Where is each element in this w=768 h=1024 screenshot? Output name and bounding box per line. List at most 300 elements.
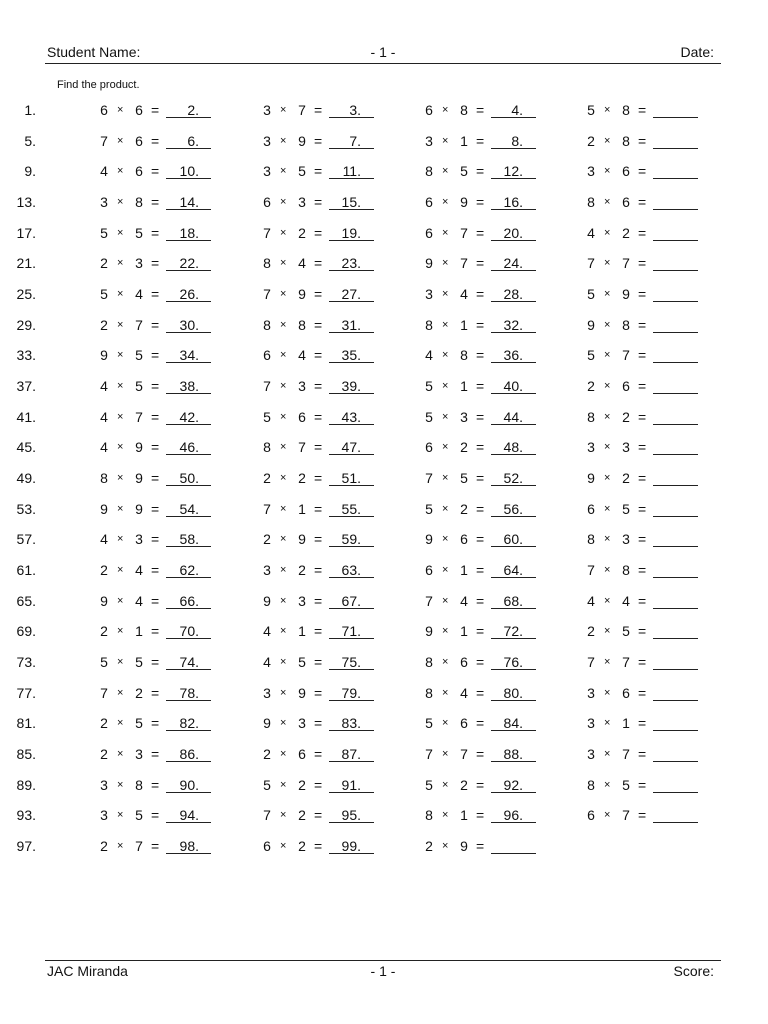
times-sign: × xyxy=(604,288,611,301)
factor-b: 6 xyxy=(622,163,630,180)
factor-b: 1 xyxy=(298,623,306,640)
equals-sign: = xyxy=(151,439,160,456)
factor-a: 3 xyxy=(425,286,433,303)
problem-number: 47. xyxy=(341,439,361,456)
factor-a: 8 xyxy=(263,316,271,333)
factor-a: 6 xyxy=(587,500,595,517)
equals-sign: = xyxy=(314,408,323,425)
answer-blank[interactable] xyxy=(653,546,698,547)
equals-sign: = xyxy=(151,163,160,180)
answer-blank[interactable] xyxy=(653,792,698,793)
factor-b: 6 xyxy=(460,654,468,671)
answer-blank[interactable] xyxy=(653,608,698,609)
factor-a: 9 xyxy=(263,592,271,609)
factor-b: 7 xyxy=(135,316,143,333)
problem-number: 8. xyxy=(511,132,523,149)
answer-blank[interactable] xyxy=(653,485,698,486)
equals-sign: = xyxy=(476,408,485,425)
problem-number: 1. xyxy=(24,102,36,118)
factor-a: 7 xyxy=(263,224,271,241)
factor-b: 9 xyxy=(135,500,143,517)
problem-number: 65. xyxy=(16,592,36,609)
times-sign: × xyxy=(442,594,449,607)
problem-number: 43. xyxy=(341,408,361,425)
equals-sign: = xyxy=(151,408,160,425)
factor-b: 9 xyxy=(460,838,468,855)
factor-b: 5 xyxy=(460,163,468,180)
problem-number: 78. xyxy=(179,684,199,701)
equals-sign: = xyxy=(638,255,647,272)
equals-sign: = xyxy=(151,715,160,732)
answer-blank[interactable] xyxy=(653,638,698,639)
equals-sign: = xyxy=(476,807,485,824)
equals-sign: = xyxy=(638,194,647,210)
factor-a: 2 xyxy=(100,562,108,579)
answer-blank[interactable] xyxy=(653,730,698,731)
answer-blank[interactable] xyxy=(653,424,698,425)
factor-b: 1 xyxy=(135,623,143,640)
factor-b: 2 xyxy=(298,470,306,487)
times-sign: × xyxy=(280,717,287,730)
problem-number: 21. xyxy=(16,255,36,272)
equals-sign: = xyxy=(314,838,323,855)
factor-a: 6 xyxy=(425,224,433,241)
factor-a: 5 xyxy=(587,347,595,364)
problem-number: 9. xyxy=(24,163,36,180)
problem-number: 14. xyxy=(179,194,199,210)
factor-a: 4 xyxy=(100,163,108,180)
factor-b: 9 xyxy=(298,531,306,548)
times-sign: × xyxy=(280,594,287,607)
problem-number: 7. xyxy=(349,132,361,149)
factor-a: 7 xyxy=(587,562,595,579)
problem-number: 76. xyxy=(503,654,523,671)
problem-number: 72. xyxy=(503,623,523,640)
answer-blank[interactable] xyxy=(653,332,698,333)
factor-b: 3 xyxy=(298,378,306,395)
factor-b: 7 xyxy=(622,654,630,671)
factor-a: 2 xyxy=(263,470,271,487)
factor-a: 8 xyxy=(587,776,595,793)
factor-b: 7 xyxy=(622,746,630,763)
factor-b: 1 xyxy=(460,562,468,579)
factor-a: 7 xyxy=(587,654,595,671)
factor-b: 9 xyxy=(298,286,306,303)
factor-a: 8 xyxy=(263,255,271,272)
factor-a: 8 xyxy=(100,470,108,487)
equals-sign: = xyxy=(151,623,160,640)
problem-number: 71. xyxy=(341,623,361,640)
factor-b: 5 xyxy=(622,776,630,793)
factor-b: 6 xyxy=(135,132,143,149)
times-sign: × xyxy=(117,410,124,423)
equals-sign: = xyxy=(151,654,160,671)
factor-a: 7 xyxy=(263,286,271,303)
factor-b: 8 xyxy=(622,102,630,118)
factor-a: 9 xyxy=(100,500,108,517)
times-sign: × xyxy=(117,196,124,208)
equals-sign: = xyxy=(638,408,647,425)
factor-b: 3 xyxy=(135,531,143,548)
factor-a: 6 xyxy=(425,102,433,118)
factor-a: 4 xyxy=(100,408,108,425)
factor-a: 3 xyxy=(263,102,271,118)
equals-sign: = xyxy=(151,531,160,548)
equals-sign: = xyxy=(638,715,647,732)
answer-blank[interactable] xyxy=(653,209,698,210)
times-sign: × xyxy=(442,380,449,393)
problem-number: 55. xyxy=(341,500,361,517)
factor-a: 4 xyxy=(263,654,271,671)
equals-sign: = xyxy=(638,347,647,364)
factor-a: 9 xyxy=(100,592,108,609)
times-sign: × xyxy=(442,349,449,362)
factor-a: 3 xyxy=(587,684,595,701)
factor-b: 2 xyxy=(460,500,468,517)
problem-number: 85. xyxy=(16,746,36,763)
factor-a: 5 xyxy=(425,408,433,425)
factor-b: 6 xyxy=(622,684,630,701)
answer-blank[interactable] xyxy=(653,454,698,455)
answer-blank[interactable] xyxy=(653,669,698,670)
problem-number: 49. xyxy=(16,470,36,487)
answer-blank[interactable] xyxy=(653,393,698,394)
factor-b: 3 xyxy=(298,194,306,210)
equals-sign: = xyxy=(476,439,485,456)
factor-b: 5 xyxy=(298,163,306,180)
times-sign: × xyxy=(280,502,287,515)
factor-a: 7 xyxy=(425,592,433,609)
problem-number: 13. xyxy=(16,194,36,210)
problem-number: 66. xyxy=(179,592,199,609)
factor-a: 8 xyxy=(587,531,595,548)
times-sign: × xyxy=(442,257,449,270)
factor-a: 8 xyxy=(587,408,595,425)
times-sign: × xyxy=(604,686,611,699)
times-sign: × xyxy=(442,656,449,669)
times-sign: × xyxy=(604,257,611,270)
factor-b: 8 xyxy=(622,562,630,579)
equals-sign: = xyxy=(476,623,485,640)
equals-sign: = xyxy=(151,347,160,364)
problem-number: 80. xyxy=(503,684,523,701)
times-sign: × xyxy=(442,288,449,301)
factor-b: 8 xyxy=(460,347,468,364)
problem-number: 97. xyxy=(16,838,36,855)
problem-number: 33. xyxy=(16,347,36,364)
times-sign: × xyxy=(280,472,287,485)
answer-blank[interactable] xyxy=(653,178,698,179)
equals-sign: = xyxy=(151,194,160,210)
equals-sign: = xyxy=(151,470,160,487)
equals-sign: = xyxy=(638,684,647,701)
factor-b: 3 xyxy=(298,715,306,732)
times-sign: × xyxy=(117,104,124,116)
equals-sign: = xyxy=(314,194,323,210)
factor-b: 7 xyxy=(460,224,468,241)
factor-b: 7 xyxy=(460,255,468,272)
factor-b: 7 xyxy=(622,347,630,364)
problem-number: 2. xyxy=(187,102,199,118)
problem-number: 16. xyxy=(503,194,523,210)
times-sign: × xyxy=(442,564,449,577)
problem-number: 11. xyxy=(342,163,361,180)
factor-b: 2 xyxy=(298,224,306,241)
factor-b: 7 xyxy=(135,408,143,425)
factor-b: 2 xyxy=(135,684,143,701)
equals-sign: = xyxy=(638,470,647,487)
times-sign: × xyxy=(604,134,611,147)
equals-sign: = xyxy=(151,255,160,272)
times-sign: × xyxy=(604,410,611,423)
times-sign: × xyxy=(117,656,124,669)
factor-b: 6 xyxy=(622,194,630,210)
equals-sign: = xyxy=(476,194,485,210)
equals-sign: = xyxy=(476,592,485,609)
problem-number: 4. xyxy=(511,102,523,118)
factor-b: 9 xyxy=(135,470,143,487)
equals-sign: = xyxy=(314,224,323,241)
equals-sign: = xyxy=(476,470,485,487)
factor-a: 6 xyxy=(425,194,433,210)
times-sign: × xyxy=(280,564,287,577)
factor-b: 2 xyxy=(298,807,306,824)
factor-a: 3 xyxy=(587,163,595,180)
factor-a: 2 xyxy=(100,746,108,763)
times-sign: × xyxy=(117,380,124,393)
factor-b: 2 xyxy=(460,439,468,456)
factor-a: 5 xyxy=(100,224,108,241)
problem-number: 67. xyxy=(341,592,361,609)
factor-b: 1 xyxy=(622,715,630,732)
factor-b: 7 xyxy=(135,838,143,855)
times-sign: × xyxy=(117,625,124,638)
problem-number: 20. xyxy=(503,224,523,241)
factor-a: 5 xyxy=(425,378,433,395)
factor-a: 5 xyxy=(100,654,108,671)
factor-b: 1 xyxy=(460,807,468,824)
factor-b: 4 xyxy=(298,347,306,364)
factor-a: 6 xyxy=(263,347,271,364)
problem-number: 6. xyxy=(187,132,199,149)
factor-b: 7 xyxy=(622,807,630,824)
equals-sign: = xyxy=(314,163,323,180)
factor-a: 9 xyxy=(425,255,433,272)
problem-number: 30. xyxy=(179,316,199,333)
problem-number: 96. xyxy=(503,807,523,824)
factor-a: 2 xyxy=(100,623,108,640)
answer-blank[interactable] xyxy=(653,270,698,271)
factor-a: 3 xyxy=(100,776,108,793)
equals-sign: = xyxy=(151,838,160,855)
times-sign: × xyxy=(117,472,124,485)
factor-b: 9 xyxy=(460,194,468,210)
problem-number: 57. xyxy=(16,531,36,548)
equals-sign: = xyxy=(314,470,323,487)
problem-number: 52. xyxy=(503,470,523,487)
factor-a: 7 xyxy=(263,807,271,824)
factor-a: 3 xyxy=(587,746,595,763)
times-sign: × xyxy=(280,226,287,239)
times-sign: × xyxy=(442,748,449,761)
problem-number: 40. xyxy=(503,378,523,395)
factor-b: 7 xyxy=(460,746,468,763)
equals-sign: = xyxy=(151,132,160,149)
factor-a: 4 xyxy=(100,531,108,548)
answer-blank[interactable] xyxy=(653,117,698,118)
factor-a: 2 xyxy=(100,715,108,732)
problem-number: 79. xyxy=(341,684,361,701)
answer-blank[interactable] xyxy=(653,516,698,517)
factor-b: 8 xyxy=(135,194,143,210)
problem-number: 36. xyxy=(503,347,523,364)
equals-sign: = xyxy=(638,746,647,763)
times-sign: × xyxy=(442,134,449,147)
factor-a: 3 xyxy=(100,194,108,210)
answer-blank[interactable] xyxy=(653,240,698,241)
equals-sign: = xyxy=(476,132,485,149)
problem-number: 39. xyxy=(341,378,361,395)
factor-b: 7 xyxy=(622,255,630,272)
times-sign: × xyxy=(604,349,611,362)
factor-a: 9 xyxy=(425,623,433,640)
times-sign: × xyxy=(280,349,287,362)
factor-a: 6 xyxy=(425,439,433,456)
times-sign: × xyxy=(280,134,287,147)
factor-a: 7 xyxy=(263,500,271,517)
factor-a: 7 xyxy=(425,470,433,487)
problem-number: 48. xyxy=(503,439,523,456)
times-sign: × xyxy=(280,257,287,270)
factor-a: 3 xyxy=(587,715,595,732)
factor-b: 1 xyxy=(460,378,468,395)
equals-sign: = xyxy=(314,776,323,793)
factor-b: 2 xyxy=(622,408,630,425)
times-sign: × xyxy=(117,226,124,239)
times-sign: × xyxy=(117,564,124,577)
factor-b: 2 xyxy=(460,776,468,793)
times-sign: × xyxy=(442,226,449,239)
answer-blank[interactable] xyxy=(653,301,698,302)
factor-b: 7 xyxy=(298,102,306,118)
factor-b: 6 xyxy=(460,531,468,548)
times-sign: × xyxy=(280,104,287,116)
factor-a: 3 xyxy=(263,684,271,701)
times-sign: × xyxy=(604,717,611,730)
factor-a: 3 xyxy=(263,562,271,579)
problem-number: 82. xyxy=(179,715,199,732)
answer-blank[interactable] xyxy=(653,700,698,701)
times-sign: × xyxy=(117,134,124,147)
problem-number: 23. xyxy=(341,255,361,272)
times-sign: × xyxy=(442,502,449,515)
problem-number: 25. xyxy=(16,286,36,303)
problem-number: 34. xyxy=(179,347,199,364)
factor-b: 6 xyxy=(298,746,306,763)
problem-number: 92. xyxy=(503,776,523,793)
equals-sign: = xyxy=(314,378,323,395)
equals-sign: = xyxy=(151,684,160,701)
equals-sign: = xyxy=(638,562,647,579)
answer-blank[interactable] xyxy=(653,761,698,762)
answer-blank[interactable] xyxy=(653,822,698,823)
factor-b: 7 xyxy=(298,439,306,456)
answer-blank[interactable] xyxy=(653,148,698,149)
times-sign: × xyxy=(117,165,124,178)
problem-number: 90. xyxy=(179,776,199,793)
equals-sign: = xyxy=(151,562,160,579)
factor-a: 7 xyxy=(100,132,108,149)
factor-a: 8 xyxy=(425,316,433,333)
factor-a: 2 xyxy=(100,316,108,333)
equals-sign: = xyxy=(314,531,323,548)
problem-number: 41. xyxy=(16,408,36,425)
factor-a: 4 xyxy=(100,439,108,456)
times-sign: × xyxy=(604,196,611,208)
problem-number: 22. xyxy=(179,255,199,272)
factor-a: 7 xyxy=(425,746,433,763)
answer-blank[interactable] xyxy=(653,577,698,578)
instructions: Find the product. xyxy=(57,79,140,91)
factor-b: 3 xyxy=(460,408,468,425)
problem-number: 91. xyxy=(341,776,361,793)
answer-blank[interactable] xyxy=(491,853,536,854)
problem-number: 69. xyxy=(16,623,36,640)
times-sign: × xyxy=(604,625,611,638)
factor-b: 1 xyxy=(298,500,306,517)
factor-b: 3 xyxy=(622,531,630,548)
times-sign: × xyxy=(280,196,287,208)
problem-number: 15. xyxy=(341,194,361,210)
times-sign: × xyxy=(604,165,611,178)
factor-a: 2 xyxy=(587,623,595,640)
footer-page-number: - 1 - xyxy=(370,963,396,979)
equals-sign: = xyxy=(314,500,323,517)
equals-sign: = xyxy=(314,746,323,763)
equals-sign: = xyxy=(476,255,485,272)
equals-sign: = xyxy=(151,746,160,763)
factor-b: 1 xyxy=(460,623,468,640)
factor-b: 4 xyxy=(460,684,468,701)
problem-number: 58. xyxy=(179,531,199,548)
worksheet-header xyxy=(45,44,721,64)
times-sign: × xyxy=(604,226,611,239)
factor-b: 5 xyxy=(135,347,143,364)
factor-b: 5 xyxy=(135,224,143,241)
factor-a: 4 xyxy=(425,347,433,364)
equals-sign: = xyxy=(638,500,647,517)
factor-a: 9 xyxy=(587,470,595,487)
problem-number: 19. xyxy=(341,224,361,241)
equals-sign: = xyxy=(476,838,485,855)
times-sign: × xyxy=(280,625,287,638)
factor-a: 8 xyxy=(263,439,271,456)
author-name: JAC Miranda xyxy=(47,963,128,979)
factor-b: 8 xyxy=(135,776,143,793)
factor-b: 4 xyxy=(135,286,143,303)
times-sign: × xyxy=(604,594,611,607)
factor-a: 4 xyxy=(263,623,271,640)
times-sign: × xyxy=(117,778,124,791)
answer-blank[interactable] xyxy=(653,362,698,363)
problem-number: 63. xyxy=(341,562,361,579)
problem-number: 81. xyxy=(16,715,36,732)
times-sign: × xyxy=(117,686,124,699)
problem-number: 86. xyxy=(179,746,199,763)
factor-a: 2 xyxy=(263,531,271,548)
equals-sign: = xyxy=(638,623,647,640)
equals-sign: = xyxy=(638,439,647,456)
